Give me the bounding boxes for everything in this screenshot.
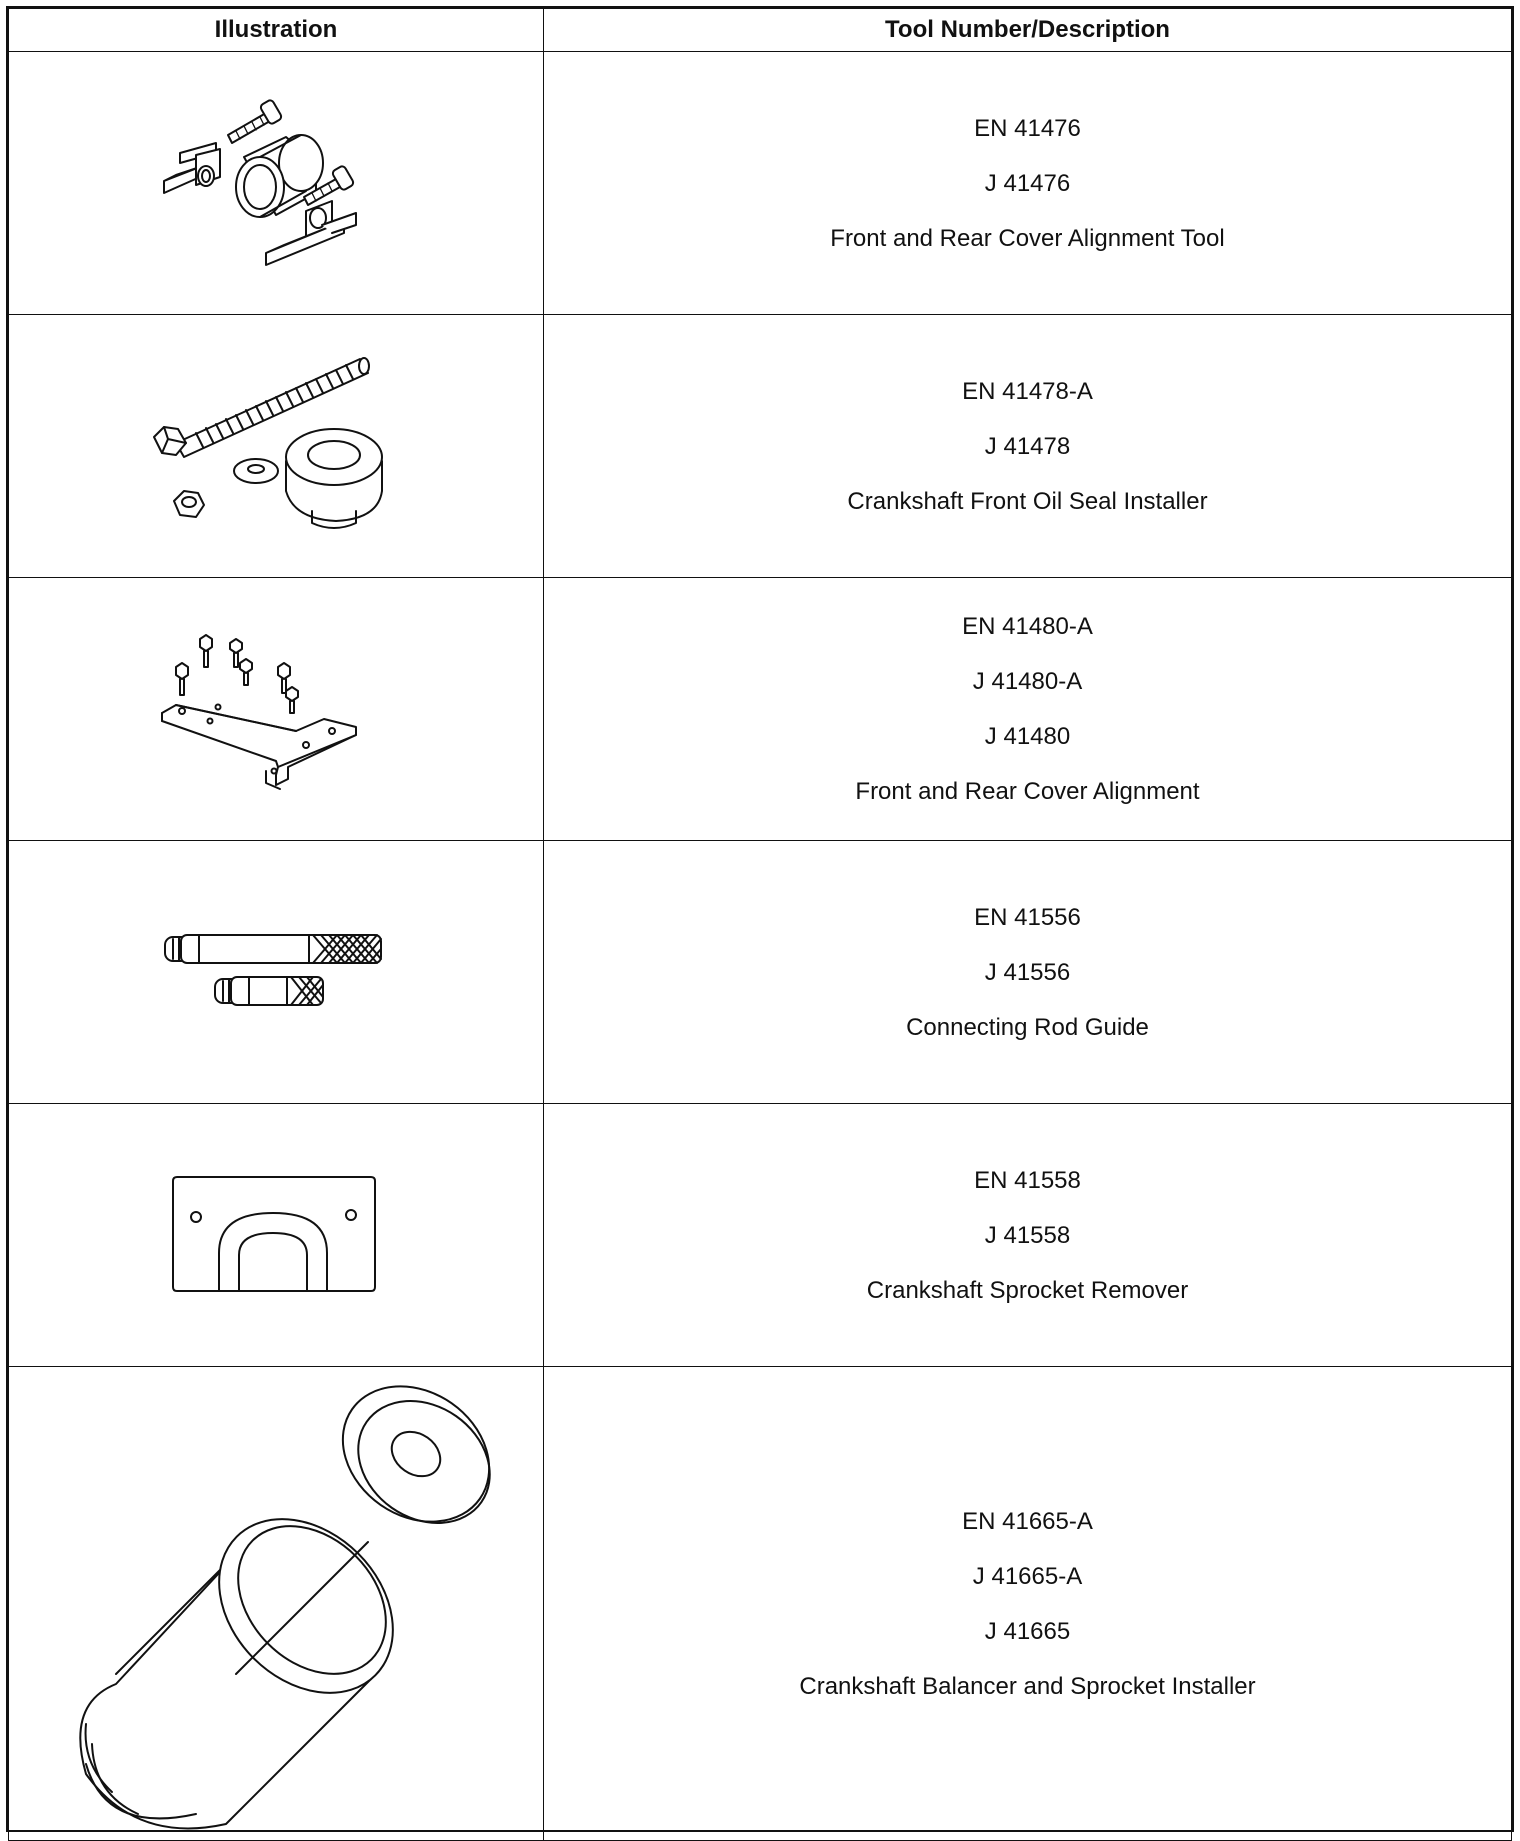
tool-description: Crankshaft Balancer and Sprocket Installer <box>799 1672 1256 1700</box>
tool-number-j: J 41480-A <box>972 668 1083 695</box>
balancer-sprocket-installer-icon <box>46 1374 506 1834</box>
tool-number-j-alt: J 41665 <box>984 1617 1071 1645</box>
tool-number-en: EN 41665-A <box>962 1507 1093 1535</box>
special-tools-table <box>6 6 1514 1832</box>
tool-number-j: J 41478 <box>984 432 1071 460</box>
table-row <box>9 1104 1512 1367</box>
header-tool-description: Tool Number/Description <box>544 9 1512 52</box>
connecting-rod-guide-icon <box>161 927 391 1017</box>
table-row <box>9 52 1512 315</box>
crankshaft-front-oil-seal-installer-icon <box>146 351 406 541</box>
tool-number-j: J 41558 <box>984 1221 1071 1249</box>
tool-description: Connecting Rod Guide <box>906 1013 1149 1041</box>
tool-description: Crankshaft Front Oil Seal Installer <box>847 487 1208 515</box>
tool-number-j: J 41665-A <box>972 1562 1083 1590</box>
tool-number-en: EN 41478-A <box>962 377 1093 405</box>
table-row <box>9 1367 1512 1841</box>
table-row <box>9 841 1512 1104</box>
tool-description: Crankshaft Sprocket Remover <box>866 1276 1189 1304</box>
tool-number-en: EN 41480-A <box>962 613 1093 640</box>
header-illustration: Illustration <box>9 9 544 52</box>
tool-number-j-alt: J 41480 <box>984 723 1071 750</box>
tools-table <box>8 8 1512 1841</box>
tool-number-j: J 41556 <box>984 958 1071 986</box>
tool-number-j: J 41476 <box>984 169 1071 197</box>
table-row <box>9 578 1512 841</box>
alignment-plate-with-bolts-icon <box>156 619 396 799</box>
tool-description: Front and Rear Cover Alignment <box>855 778 1200 805</box>
table-row <box>9 315 1512 578</box>
tool-number-en: EN 41558 <box>974 1166 1081 1194</box>
header-row <box>9 9 1512 52</box>
crankshaft-sprocket-remover-icon <box>171 1175 381 1295</box>
front-rear-cover-alignment-tool-icon <box>156 93 396 273</box>
tool-description: Front and Rear Cover Alignment Tool <box>830 224 1225 252</box>
tool-number-en: EN 41476 <box>974 114 1081 142</box>
tool-number-en: EN 41556 <box>974 903 1081 931</box>
